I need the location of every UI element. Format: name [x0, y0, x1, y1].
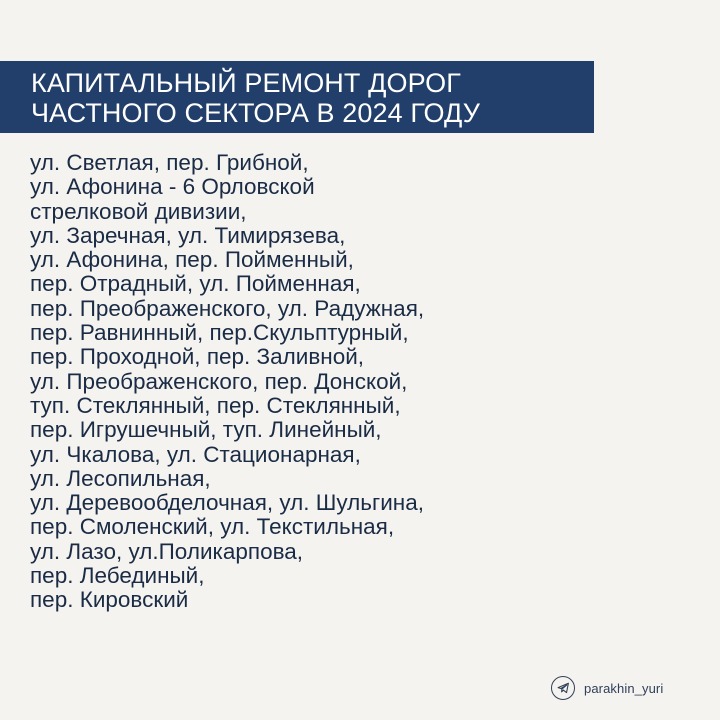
telegram-handle[interactable] — [551, 675, 663, 701]
telegram-handle-text: parakhin_yuri — [584, 680, 664, 696]
street-line: пер. Кировский — [30, 587, 189, 613]
page-title-line-2: ЧАСТНОГО СЕКТОРА В 2024 ГОДУ — [31, 98, 480, 128]
telegram-icon — [551, 676, 575, 700]
street-line: туп. Стеклянный, пер. Стеклянный, — [30, 392, 401, 418]
street-line: пер. Отрадный, ул. Пойменная, — [30, 271, 361, 297]
street-line: ул. Светлая, пер. Грибной, — [30, 150, 309, 175]
street-line: пер. Игрушечный, туп. Линейный, — [30, 417, 382, 443]
street-line: ул. Афонина, пер. Пойменный, — [30, 247, 354, 273]
street-line: пер. Лебединый, — [30, 563, 205, 589]
header-banner — [0, 61, 594, 133]
street-line: ул. Преображенского, пер. Донской, — [30, 368, 408, 394]
street-line: ул. Лазо, ул.Поликарпова, — [30, 538, 304, 564]
street-line: ул. Деревообделочная, ул. Шульгина, — [30, 490, 424, 516]
street-line: ул. Лесопильная, — [30, 465, 211, 491]
street-line: пер. Смоленский, ул. Текстильная, — [30, 514, 395, 540]
street-line: стрелковой дивизии, — [30, 198, 247, 224]
page-title-line-1: КАПИТАЛЬНЫЙ РЕМОНТ ДОРОГ — [31, 68, 461, 98]
page-title — [31, 68, 480, 128]
street-list — [30, 151, 424, 613]
street-line: пер. Равнинный, пер.Скульптурный, — [30, 320, 409, 346]
street-line: пер. Проходной, пер. Заливной, — [30, 344, 365, 370]
street-line: пер. Преображенского, ул. Радужная, — [30, 295, 425, 321]
street-line: ул. Заречная, ул. Тимирязева, — [30, 222, 346, 248]
street-line: ул. Афонина - 6 Орловской — [30, 174, 315, 200]
street-line: ул. Чкалова, ул. Стационарная, — [30, 441, 361, 467]
